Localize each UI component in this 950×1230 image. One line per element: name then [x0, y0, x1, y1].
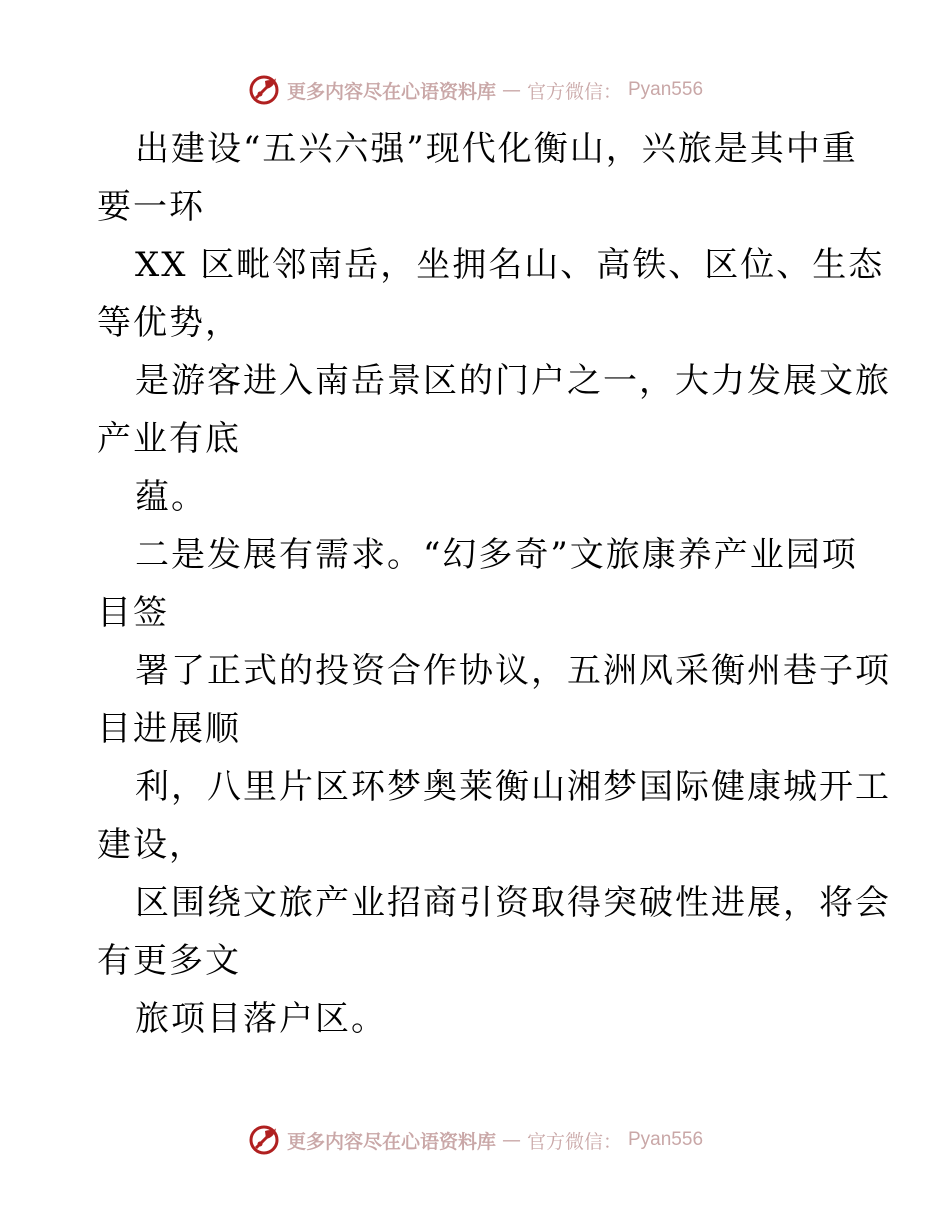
- text-line: 目签: [97, 593, 169, 633]
- text-line: 建设，: [97, 825, 205, 865]
- quill-logo-icon: [247, 73, 281, 107]
- banner-wechat-id: Pyan556: [628, 1129, 704, 1150]
- quill-logo-icon: [247, 1123, 281, 1157]
- banner-sub-text: 官方微信：: [526, 80, 622, 103]
- text-line: 是游客进入南岳景区的门户之一，大力发展文旅: [135, 361, 891, 401]
- banner-content: [247, 1123, 703, 1157]
- text-line: 二是发展有需求。“幻多奇”文旅康养产业园项: [135, 535, 858, 575]
- document-body: [97, 120, 891, 1048]
- text-line: 有更多文: [97, 941, 241, 981]
- text-line: 区围绕文旅产业招商引资取得突破性进展，将会: [135, 883, 891, 923]
- text-line: XX 区毗邻南岳，坐拥名山、高铁、区位、生态: [135, 245, 885, 285]
- banner-wechat-id: Pyan556: [628, 79, 704, 100]
- footer-watermark-banner: [0, 1120, 950, 1160]
- banner-content: [247, 73, 703, 107]
- text-line: 等优势，: [97, 303, 241, 343]
- text-line: 旅项目落户区。: [135, 999, 387, 1039]
- banner-separator: —: [501, 1129, 521, 1151]
- header-watermark-banner: [0, 70, 950, 110]
- text-line: 利，八里片区环梦奥莱衡山湘梦国际健康城开工: [135, 767, 891, 807]
- text-line: 要一环: [97, 187, 205, 227]
- banner-main-text: 更多内容尽在心语资料库: [286, 1130, 496, 1153]
- text-line: 出建设“五兴六强”现代化衡山，兴旅是其中重: [135, 129, 858, 169]
- text-line: 产业有底: [97, 419, 241, 459]
- banner-separator: —: [501, 79, 521, 101]
- text-line: 署了正式的投资合作协议，五洲风采衡州巷子项: [135, 651, 891, 691]
- text-line: 目进展顺: [97, 709, 241, 749]
- banner-sub-text: 官方微信：: [526, 1130, 622, 1153]
- banner-main-text: 更多内容尽在心语资料库: [286, 80, 496, 103]
- text-line: 蕴。: [135, 477, 207, 517]
